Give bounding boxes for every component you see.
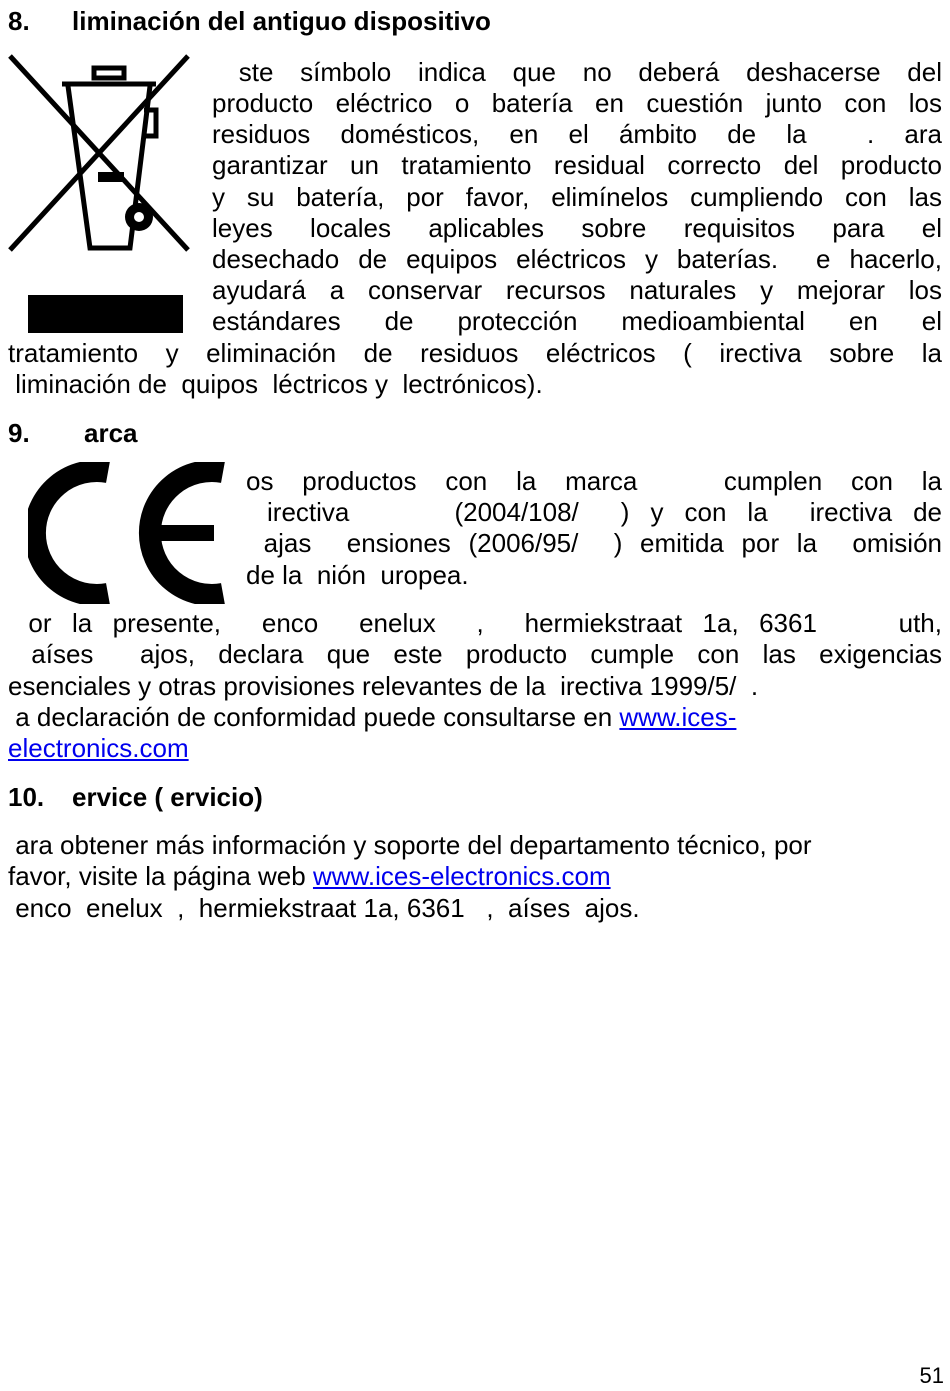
crossed-out-wheelie-bin-icon	[4, 52, 194, 258]
section-10-number: 10.	[8, 782, 45, 812]
section-10-title: ervice ( ervicio)	[72, 782, 263, 812]
section-9-title: arca	[84, 418, 138, 448]
ce-line-3: ajas ensiones (2006/95/ ) emitida por la omisión	[246, 528, 942, 558]
section-8-line-4: garantizar un tratamiento residual correcto del producto	[212, 150, 942, 180]
section-8-line-8: ayudará a conservar recursos naturales y mejorar los	[212, 275, 942, 305]
section-8-line-6: leyes locales aplicables sobre requisitos para el	[212, 213, 942, 243]
declaration-line-1: or la presente, enco enelux , hermiekstraat 1a, 6361 uth,	[8, 608, 942, 638]
conformity-link-part-1[interactable]: www.ices-	[619, 702, 737, 732]
declaration-line-3: esenciales y otras provisiones relevantes de la irectiva 1999/5/ .	[8, 671, 759, 701]
section-8-heading	[8, 6, 491, 37]
ce-line-4: de la nión uropea.	[246, 560, 469, 590]
conformity-link-line	[8, 733, 942, 764]
service-line-1: ara obtener más información y soporte del departamento técnico, por	[8, 830, 812, 860]
weee-black-bar	[28, 295, 183, 333]
section-8-line-7: desechado de equipos eléctricos y baterías. e hacerlo,	[212, 244, 942, 274]
section-8-line-9: estándares de protección medioambiental en el	[212, 306, 942, 336]
declaration-line-2: aíses ajos, declara que este producto cumple con las exigencias	[8, 639, 942, 669]
section-8-line-5: y su batería, por favor, elimínelos cumpliendo con las	[212, 182, 942, 212]
ce-mark-icon	[28, 462, 228, 604]
service-line-2-text: favor, visite la página web	[8, 861, 313, 891]
conformity-text: a declaración de conformidad puede consultarse en	[8, 702, 620, 732]
conformity-line	[8, 702, 942, 733]
ce-line-2: irectiva (2004/108/ ) y con la irectiva de	[246, 497, 942, 527]
section-8-number: 8.	[8, 6, 30, 36]
section-9-heading	[8, 418, 138, 449]
page-number: 51	[919, 1363, 944, 1388]
service-line-3: enco enelux , hermiekstraat 1a, 6361 , aíses ajos.	[8, 893, 640, 923]
section-8-line-10: tratamiento y eliminación de residuos eléctricos ( irectiva sobre la	[8, 338, 942, 368]
section-8-line-3: residuos domésticos, en el ámbito de la . ara	[212, 119, 942, 149]
ce-line-1: os productos con la marca cumplen con la	[246, 466, 942, 496]
conformity-link-part-2[interactable]: electronics.com	[8, 733, 189, 763]
section-8-line-11: liminación de quipos léctricos y lectrónicos).	[8, 369, 543, 399]
section-9-number: 9.	[8, 418, 30, 448]
section-8-line-1: ste símbolo indica que no deberá deshacerse del	[212, 57, 942, 87]
section-10-heading	[8, 782, 263, 813]
service-line-2	[8, 861, 942, 892]
section-8-title: liminación del antiguo dispositivo	[72, 6, 491, 36]
section-8-line-2: producto eléctrico o batería en cuestión junto con los	[212, 88, 942, 118]
service-website-link[interactable]: www.ices-electronics.com	[312, 861, 611, 891]
